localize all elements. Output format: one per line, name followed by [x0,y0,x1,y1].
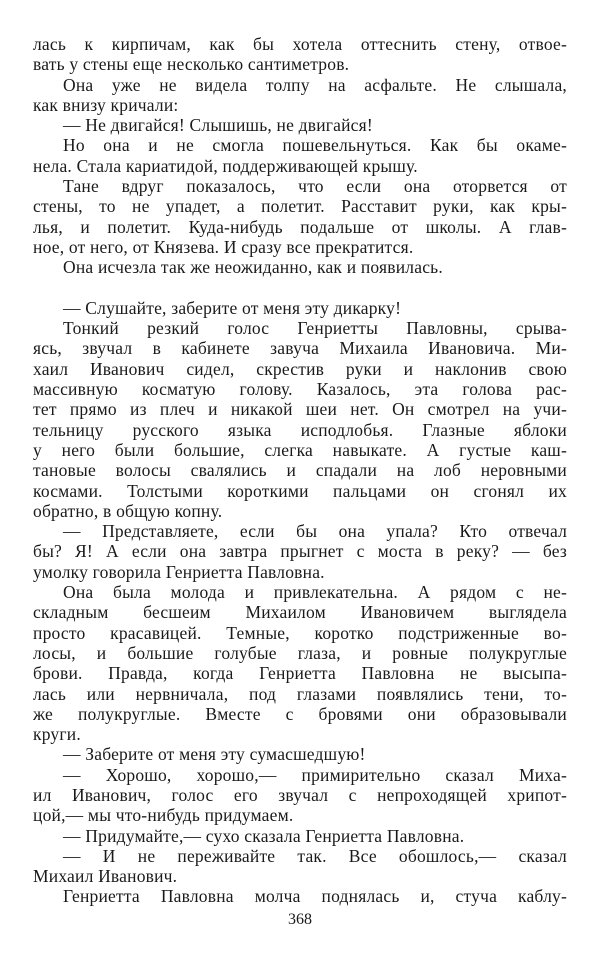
text-line: круги. [33,724,81,745]
text-line: — Хорошо, хорошо,— примирительно сказал Миха- [63,764,567,785]
text-line: — Придумайте,— сухо сказала Генриетта Павловна. [63,825,465,846]
text-line: лась или нервничала, под глазами появлялись тени, то- [33,683,567,704]
text-line: брови. Правда, когда Генриетта Павловна не высыпа- [33,663,567,684]
text-line: массивную косматую голову. Казалось, эта голова рас- [33,379,567,400]
text-line: космами. Толстыми короткими пальцами он сгонял их [33,480,567,501]
text-line: цой,— мы что-нибудь придумаем. [33,805,294,826]
text-line: Она уже не видела толпу на асфальте. Не слышала, [63,74,567,95]
text-line: — Не двигайся! Слышишь, не двигайся! [63,115,373,136]
page-number: 368 [288,911,312,928]
text-line: как внизу кричали: [33,94,179,115]
text-line: Но она и не смогла пошевельнуться. Как бы окаме- [63,135,567,156]
text-line: Тонкий резкий голос Генриетты Павловны, срыва- [63,318,567,339]
text-line: тельницу русского языка исподлобья. Глазные яблоки [33,419,567,440]
text-line: бы? Я! А если она завтра прыгнет с моста в реку? — без [33,541,567,562]
text-line: тановые волосы свалялись и спадали на лоб неровными [33,460,567,481]
book-page-text [33,34,567,907]
text-line: складным бесшеим Михаилом Ивановичем выглядела [33,602,567,623]
text-line: просто красавицей. Темные, коротко подстриженные во- [33,622,567,643]
text-line: — Представляете, если бы она упала? Кто отвечал [63,521,567,542]
text-line: ясь, звучал в кабинете завуча Михаила Ивановича. Ми- [33,338,567,359]
text-line: тет прямо из плеч и никакой шеи нет. Он смотрел на учи- [33,399,567,420]
text-line: хаил Иванович сидел, скрестив руки и наклонив свою [33,358,567,379]
text-line: лосы, и большие голубые глаза, и ровные полукруглые [33,642,567,663]
text-line: Тане вдруг показалось, что если она оторвется от [63,176,567,197]
text-line: лья, и полетит. Куда-нибудь подальше от школы. А глав- [33,216,567,237]
text-line: Она была молода и привлекательна. А рядом с не- [63,582,567,603]
text-line: Михаил Иванович. [33,866,178,887]
section-break [33,278,567,298]
text-line: вать у стены еще несколько сантиметров. [33,54,350,75]
text-line: ное, от него, от Князева. И сразу все прекратится. [33,236,414,257]
text-line: — Слушайте, заберите от меня эту дикарку! [63,297,402,318]
text-line: стены, то не упадет, а полетит. Расставит руки, как кры- [33,196,567,217]
text-line: Она исчезла так же неожиданно, как и появилась. [63,257,443,278]
text-line: у него были большие, слегка навыкате. А густые каш- [33,439,567,460]
text-line: Генриетта Павловна молча поднялась и, стуча каблу- [63,886,567,907]
text-line: обратно, в общую копну. [33,500,223,521]
text-line: ил Иванович, голос его звучал с непроходящей хрипот- [33,784,567,805]
text-line: нела. Стала кариатидой, поддерживающей крышу. [33,155,418,176]
text-line: же полукруглые. Вместе с бровями они образовывали [33,703,567,724]
text-line: лась к кирпичам, как бы хотела оттеснить стену, отвое- [33,34,567,54]
text-line: умолку говорила Генриетта Павловна. [33,561,325,582]
text-line: — И не переживайте так. Все обошлось,— сказал [63,845,567,866]
text-line: — Заберите от меня эту сумасшедшую! [63,744,366,765]
